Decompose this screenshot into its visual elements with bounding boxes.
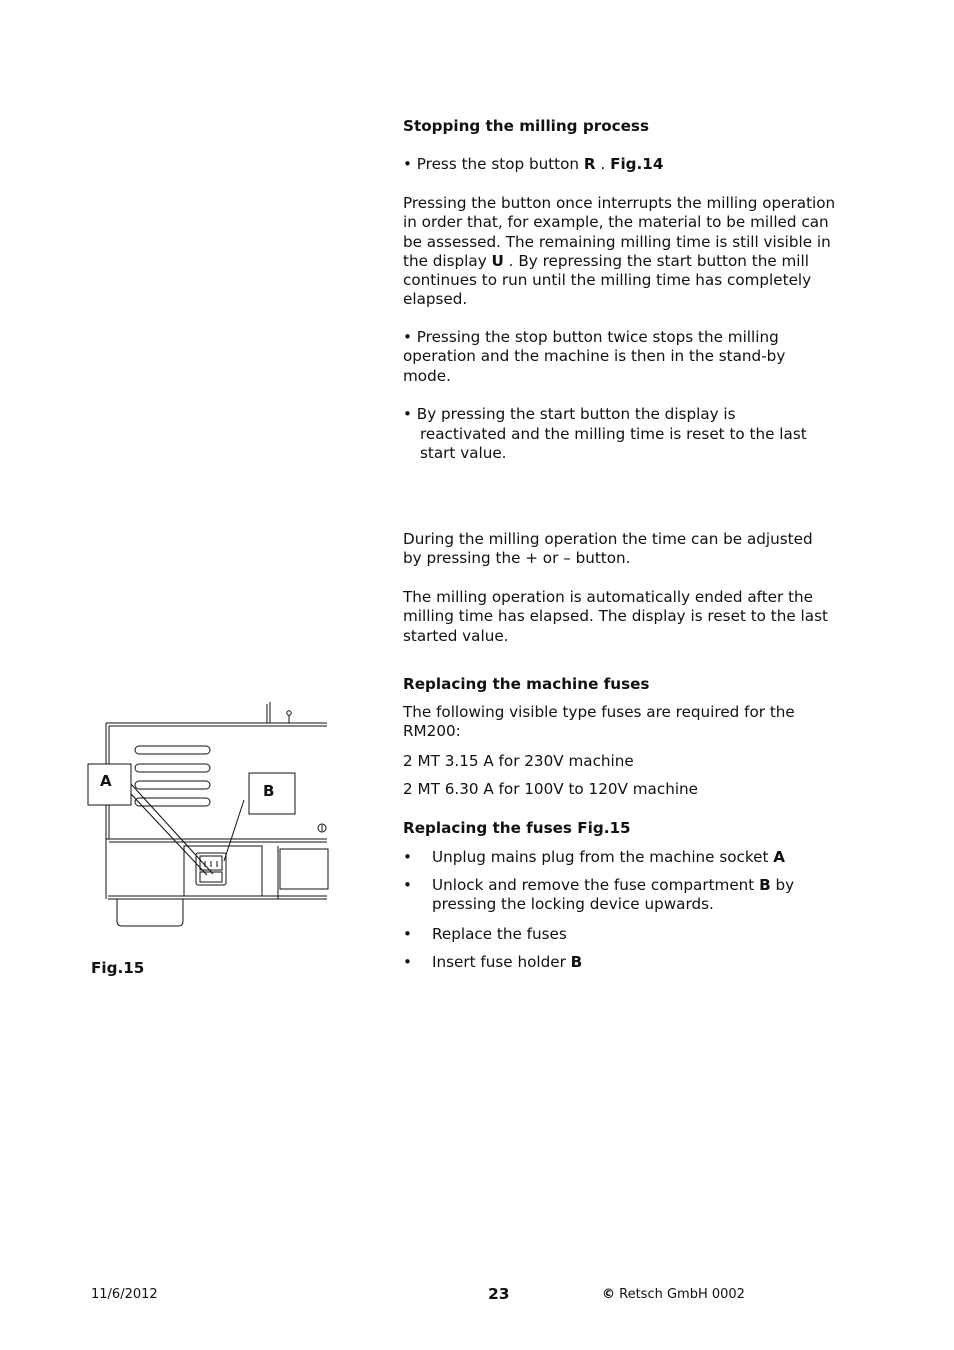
- paragraph-fuse-intro: The following visible type fuses are required for the RM200:: [403, 703, 795, 741]
- bullet-dot: •: [403, 848, 412, 866]
- bullet-dot: •: [403, 953, 412, 971]
- footer-date: 11/6/2012: [91, 1287, 158, 1302]
- bullet-restart-continuation: reactivated and the milling time is reset to the last start value.: [420, 425, 807, 463]
- fuse-spec-100-120v: 2 MT 6.30 A for 100V to 120V machine: [403, 780, 699, 798]
- label-b: B: [263, 782, 275, 800]
- machine-fuse-drawing: [86, 696, 331, 936]
- label-a: A: [100, 772, 112, 790]
- bullet-restart-first-line: • By pressing the start button the display is: [403, 405, 736, 423]
- bullet-press-twice: • Pressing the stop button twice stops the milling operation and the machine is then in the stand-by mode.: [403, 328, 786, 385]
- section-heading-replacing: Replacing the fuses Fig.15: [403, 819, 631, 837]
- paragraph-auto-end: The milling operation is automatically ended after the milling time has elapsed. The display is reset to the last started value.: [403, 588, 828, 645]
- bullet-dot: •: [403, 925, 412, 943]
- bullet-press-stop: • Press the stop button R . Fig.14: [403, 155, 664, 173]
- paragraph-adjust-time: During the milling operation the time can be adjusted by pressing the + or – button.: [403, 530, 813, 568]
- paragraph-interrupt: Pressing the button once interrupts the milling operation in order that, for example, the material to be milled can be assessed. The remaining milling time is still visible in the display U . By repressing the start button the mill continues to run until the milling time has completely elapsed.: [403, 194, 836, 309]
- figure-caption: Fig.15: [91, 959, 145, 977]
- footer-copyright: © Retsch GmbH 0002: [602, 1287, 745, 1302]
- fuse-spec-230v: 2 MT 3.15 A for 230V machine: [403, 752, 634, 770]
- bullet-dot: •: [403, 876, 412, 894]
- section-heading-fuses: Replacing the machine fuses: [403, 675, 650, 693]
- page-number: 23: [488, 1285, 510, 1303]
- section-heading-stopping: Stopping the milling process: [403, 117, 650, 135]
- copyright-icon: ©: [602, 1287, 615, 1302]
